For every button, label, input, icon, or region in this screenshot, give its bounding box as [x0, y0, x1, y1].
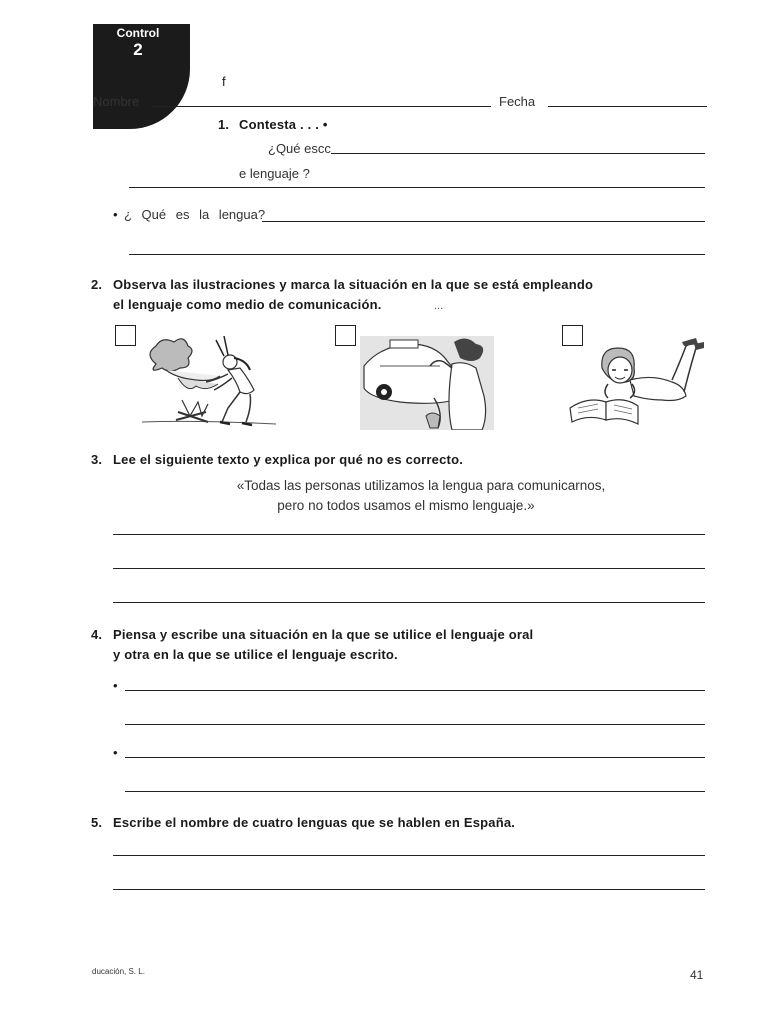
answer-line[interactable] [113, 889, 705, 890]
answer-line[interactable] [125, 791, 705, 792]
date-label: Fecha [499, 94, 536, 109]
illustration-1-checkbox[interactable] [115, 325, 136, 346]
q3-quote-1: «Todas las personas utilizamos la lengua para comunicarnos, [236, 478, 606, 493]
q2-text-1: Observa las ilustraciones y marca la situación en la que se está empleando [113, 277, 594, 292]
q4-text-2: y otra en la que se utilice el lenguaje escrito. [113, 647, 398, 662]
answer-line[interactable] [113, 568, 705, 569]
q5-number: 5. [91, 815, 103, 830]
q1-number: 1. [218, 117, 230, 132]
q3-number: 3. [91, 452, 103, 467]
q2-ellipsis: ... [434, 300, 444, 312]
q4-number: 4. [91, 627, 103, 642]
q3-text: Lee el siguiente texto y explica por qué no es correcto. [113, 452, 464, 467]
answer-line[interactable] [113, 855, 705, 856]
smoke-signals-illustration [136, 334, 282, 430]
answer-line[interactable] [129, 254, 705, 255]
answer-line[interactable] [262, 221, 705, 222]
illustration-2-checkbox[interactable] [335, 325, 356, 346]
control-badge [93, 24, 190, 129]
answer-line[interactable] [113, 534, 705, 535]
q3-quote-2: pero no todos usamos el mismo lenguaje.» [277, 498, 535, 513]
answer-line[interactable] [125, 690, 705, 691]
answer-line[interactable] [125, 757, 705, 758]
name-field[interactable] [150, 106, 491, 107]
q4-text-1: Piensa y escribe una situación en la que se utilice el lenguaje oral [113, 627, 534, 642]
q1-title: Contesta . . . • [239, 117, 328, 132]
q1-line-b-text: e lenguaje ? [239, 166, 310, 181]
car-accident-illustration [360, 336, 494, 430]
q1-line-a-text: ¿Qué escc [268, 141, 331, 156]
badge-number: 2 [133, 40, 143, 59]
bullet: • [113, 678, 118, 693]
bullet: • [113, 745, 118, 760]
date-field[interactable] [548, 106, 707, 107]
publisher-note: ducación, S. L. [92, 967, 145, 976]
girl-reading-illustration [568, 334, 704, 426]
answer-line[interactable] [125, 724, 705, 725]
q1-line-c-text: ¿ Qué es la lengua? [124, 207, 266, 222]
answer-line[interactable] [129, 187, 705, 188]
q2-number: 2. [91, 277, 103, 292]
bullet: • [113, 207, 118, 222]
answer-line[interactable] [331, 153, 705, 154]
q5-text: Escribe el nombre de cuatro lenguas que se hablen en España. [113, 815, 516, 830]
answer-line[interactable] [113, 602, 705, 603]
stray-char: f [222, 74, 226, 89]
badge-label: Control [116, 26, 160, 40]
q2-text-2: el lenguaje como medio de comunicación. [113, 297, 382, 312]
page-number: 41 [690, 968, 704, 982]
name-label: Nombre [93, 94, 140, 109]
